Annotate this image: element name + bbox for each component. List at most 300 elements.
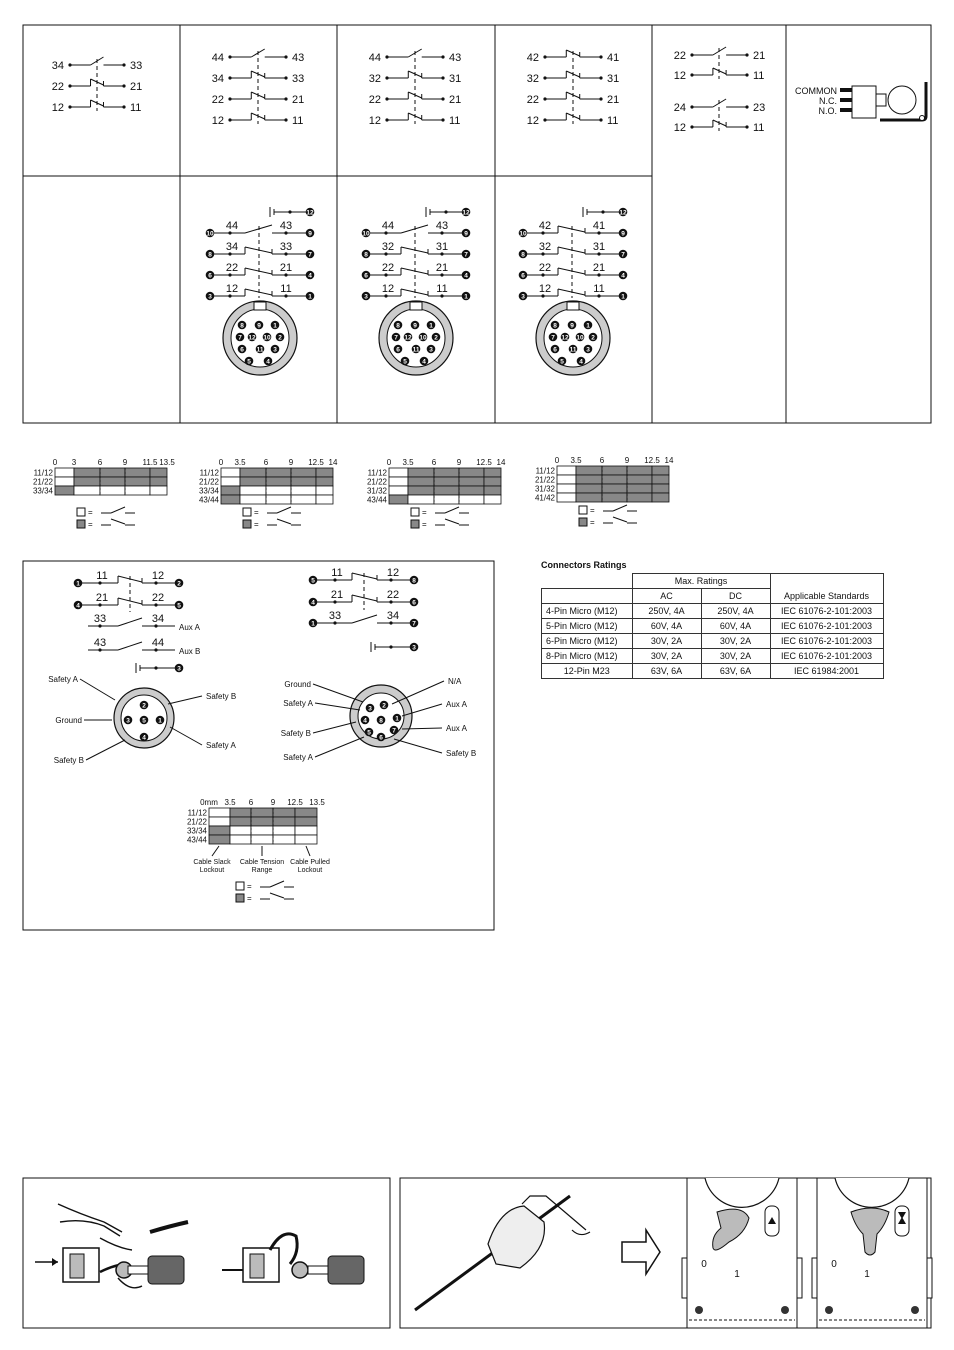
diagram1-row3-left-label: 12 — [211, 115, 224, 127]
wired2-ground-dot — [601, 210, 604, 213]
switch-housing-icon — [488, 1206, 545, 1268]
timing1-cell-r0c1 — [240, 468, 266, 477]
m12-5pin-label-ground: Ground — [55, 716, 82, 725]
roller-icon — [888, 86, 916, 114]
box-left-c3: 22 — [151, 592, 165, 604]
box-timing-cell-r2c4 — [295, 826, 317, 835]
timing0-legend-open-blade — [111, 507, 125, 513]
timing0-cell-r0c3 — [125, 468, 150, 477]
timing1-tick4: 12.5 — [308, 458, 324, 467]
ratings-cell: 6-Pin Micro (M12) — [542, 634, 633, 649]
timing1-cell-r1c4 — [316, 477, 333, 486]
ratings-rows — [542, 604, 884, 679]
wired1-pin-right1-num: 7 — [464, 251, 468, 259]
wired2-pin-left1-num: 8 — [521, 251, 525, 259]
timing0-cell-r1c0 — [55, 477, 74, 486]
wired0-c-pin3-num: 3 — [273, 346, 277, 354]
box-left-c2: 21 — [95, 592, 109, 604]
timing3-cell-r1c4 — [652, 475, 669, 484]
m12-5pin-pin0-num: 2 — [142, 702, 146, 710]
wired0-row2-left-label: 22 — [225, 262, 239, 274]
timing1-cell-r1c0 — [221, 477, 240, 486]
timing2-cell-r3c3 — [459, 495, 484, 504]
timing2-rowlabel0: 11/12 — [367, 468, 387, 478]
timing1-tick5: 14 — [328, 458, 338, 467]
wired0-c-pin4-num: 4 — [266, 358, 270, 366]
wired2-pin-left3-num: 3 — [521, 293, 525, 301]
timing3-cell-r3c3 — [627, 493, 652, 502]
reset-unit-0-screw-r — [781, 1306, 789, 1314]
timing3-tick3: 9 — [624, 456, 630, 465]
timing3-legend-closed-blade — [613, 517, 627, 522]
timing1-cell-r0c0 — [221, 468, 240, 477]
timing0-tick3: 9 — [122, 458, 128, 467]
timing1-cell-r3c1 — [240, 495, 266, 504]
timing2-legend-closed-blade — [445, 519, 459, 524]
m12-5pin-leader0 — [80, 679, 115, 700]
timing3-cell-r3c1 — [576, 493, 602, 502]
box-timing-tick5: 13.5 — [309, 798, 325, 807]
m12-8pin-leader7 — [394, 739, 442, 753]
m12-8pin-label-safety_a_2: Safety A — [283, 753, 313, 762]
timing2-rowlabel2: 31/32 — [366, 486, 387, 496]
timing2-tick2: 6 — [431, 458, 437, 467]
timing1-cell-r3c3 — [291, 495, 316, 504]
box-timing-cell-r0c4 — [295, 808, 317, 817]
wired2-row0-left-label: 42 — [538, 220, 552, 232]
reset-unit-0-tab-l — [682, 1258, 687, 1298]
wired1-pin-ground-num: 12 — [462, 209, 470, 217]
timing2-tick1: 3.5 — [402, 458, 414, 467]
box-left-aux0-blade — [118, 618, 142, 626]
timing0-legend-closed-eq: = — [88, 520, 93, 529]
m12-5pin-leader4 — [170, 727, 202, 745]
wired1-c-pin6-num: 6 — [396, 346, 400, 354]
timing2-legend-closed-swatch — [411, 520, 419, 528]
box-left-pin-r0-num: 2 — [177, 580, 181, 588]
timing3-cell-r2c4 — [652, 484, 669, 493]
timing3-cell-r2c1 — [576, 484, 602, 493]
wired2-pin-right3-num: 1 — [621, 293, 625, 301]
timing3-tick0: 0 — [554, 456, 560, 465]
timing1-cell-r1c1 — [240, 477, 266, 486]
arrow-icon — [100, 1238, 132, 1250]
reset-unit-1-screw-l — [825, 1306, 833, 1314]
timing2-rowlabel1: 21/22 — [366, 477, 387, 487]
timing3-legend-closed-swatch — [579, 518, 587, 526]
timing1-rowlabel2: 33/34 — [198, 486, 219, 496]
box-left-diagram — [48, 570, 236, 765]
timing2-cell-r2c2 — [434, 486, 459, 495]
m12-8pin-pin5-num: 5 — [367, 729, 371, 737]
timing3-legend-open-blade — [613, 505, 627, 511]
wired1-c-pin9-num: 9 — [413, 322, 417, 330]
wired2-c-pin1-num: 1 — [586, 322, 590, 330]
m12-8pin-pin2-num: 4 — [363, 717, 367, 725]
switch-plunger — [876, 94, 886, 106]
box-timing-caption1-a: Cable Tension — [239, 859, 285, 866]
wired0-c-pin2-num: 2 — [278, 334, 282, 342]
timing1-tick3: 9 — [288, 458, 294, 467]
wired0-pin-right3-num: 1 — [308, 293, 312, 301]
wired2-pin-ground-num: 12 — [619, 209, 627, 217]
wired1-row2-left-label: 22 — [381, 262, 395, 274]
timing1-rowlabel3: 43/44 — [198, 495, 219, 505]
box-timing-cell-r2c0 — [209, 826, 230, 835]
m12-5pin-pin3-num: 1 — [158, 717, 162, 725]
wired2-row1-left-label: 32 — [538, 241, 552, 253]
timing0-legend-closed-swatch — [77, 520, 85, 528]
box-right-c1: 12 — [386, 567, 400, 579]
push-arrow-icon — [52, 1258, 58, 1266]
m12-5pin-leader2 — [86, 740, 125, 760]
connector-ratings — [541, 560, 884, 679]
wired2-c-pin12-num: 12 — [561, 334, 569, 342]
diagram0-row0-right-label: 33 — [130, 60, 143, 72]
wired1-row1-right-label: 31 — [435, 241, 449, 253]
timing3-cell-r0c2 — [602, 466, 627, 475]
box-left-c1: 12 — [151, 570, 165, 582]
timing1-tick0: 0 — [218, 458, 224, 467]
reset-unit-1-tab-l — [812, 1258, 817, 1298]
wired1-pin-left2-num: 6 — [364, 272, 368, 280]
timing0-legend-open-swatch — [77, 508, 85, 516]
timing1-cell-r1c3 — [291, 477, 316, 486]
wired0-c-pin5-num: 5 — [247, 358, 251, 366]
box-timing-legend-closed-eq: = — [247, 894, 252, 903]
box-right-pin-l1-num: 4 — [311, 599, 315, 607]
top-grid — [23, 25, 931, 423]
timing3-cell-r2c3 — [627, 484, 652, 493]
m12-8pin-pin6-num: 7 — [392, 727, 396, 735]
wired0-connector-key — [254, 302, 266, 310]
common-label: COMMON — [795, 86, 837, 96]
timing0-rowlabel0: 11/12 — [33, 468, 53, 478]
pliers-icon — [58, 1204, 122, 1236]
wired1-c-pin2-num: 2 — [434, 334, 438, 342]
ratings-row — [542, 634, 884, 649]
timing1-cell-r2c0 — [221, 486, 240, 495]
timing3-rowlabel1: 21/22 — [534, 475, 555, 485]
box-timing-caption0-b: Lockout — [199, 867, 225, 874]
dc-header: DC — [701, 589, 770, 604]
timing2-tick4: 12.5 — [476, 458, 492, 467]
m12-5pin-pin1-num: 3 — [126, 717, 130, 725]
timing2-cell-r3c1 — [408, 495, 434, 504]
wired0-c-pin12-num: 12 — [248, 334, 256, 342]
wired2-pin-left2-num: 6 — [521, 272, 525, 280]
box-timing-caption0-a: Cable Slack — [193, 859, 231, 866]
spring-left — [148, 1256, 184, 1284]
wired1-row2-right-label: 21 — [435, 262, 449, 274]
m12-8pin-label-safety_a_1: Safety A — [283, 699, 313, 708]
timing1-cell-r0c2 — [266, 468, 291, 477]
ratings-cell: 12-Pin M23 — [542, 664, 633, 679]
box-right-pin-l0-num: 5 — [311, 577, 315, 585]
wired0-row3-right-label: 11 — [280, 283, 292, 295]
diagram1-row0-right-label: 43 — [292, 52, 305, 64]
timing1-legend-closed-blade — [277, 519, 291, 524]
ratings-cell: IEC 61984:2001 — [770, 664, 883, 679]
timing3-cell-r3c4 — [652, 493, 669, 502]
timing2-tick5: 14 — [496, 458, 506, 467]
wired2-c-pin4-num: 4 — [579, 358, 583, 366]
pivot-icon — [920, 116, 925, 121]
timing1-legend-closed-eq: = — [254, 520, 259, 529]
diagram2-row0-left-label: 44 — [368, 52, 381, 64]
wired2-c-pin6-num: 6 — [553, 346, 557, 354]
timing3-legend-closed-eq: = — [590, 518, 595, 527]
wired2-c-pin7-num: 7 — [551, 334, 555, 342]
diagram2-row1-right-label: 31 — [449, 73, 462, 85]
box-timing-caption1-b: Range — [251, 867, 273, 874]
ratings-cell: 30V, 2A — [701, 649, 770, 664]
box-timing-caption-arrow0 — [212, 846, 219, 856]
wired2-c-pin5-num: 5 — [560, 358, 564, 366]
timing1-cell-r3c0 — [221, 495, 240, 504]
m12-5pin-pin4-num: 4 — [142, 734, 146, 742]
timing3-cell-r3c2 — [602, 493, 627, 502]
diagram5-bottom-row0-right-label: 23 — [753, 102, 766, 114]
diagram5-top-row0-left-label: 22 — [673, 50, 686, 62]
nc-label: N.C. — [819, 96, 837, 106]
ratings-cell: 250V, 4A — [701, 604, 770, 619]
timing1-cell-r2c1 — [240, 486, 266, 495]
box-timing-legend-open-eq: = — [247, 882, 252, 891]
diagram3-row0-left-label: 42 — [526, 52, 539, 64]
wired2-c-pin10-num: 10 — [576, 334, 584, 342]
box-timing-cell-r0c0 — [209, 808, 230, 817]
ratings-cell: IEC 61076-2-101:2003 — [770, 604, 883, 619]
box-right-c4: 33 — [328, 610, 342, 622]
timing2-cell-r3c0 — [389, 495, 408, 504]
diagram3-row1-left-label: 32 — [526, 73, 539, 85]
rotate-arrow-reset — [572, 1230, 590, 1235]
box-right-c3: 22 — [386, 589, 400, 601]
timing2-cell-r3c4 — [484, 495, 501, 504]
tensioner-block-left-face — [70, 1254, 84, 1278]
m12-8pin-pin1-num: 2 — [382, 702, 386, 710]
timing1-cell-r2c4 — [316, 486, 333, 495]
timing2-rowlabel3: 43/44 — [366, 495, 387, 505]
diagram5-top-row1-left-label: 12 — [673, 70, 686, 82]
wired2-row3-right-label: 11 — [593, 283, 605, 295]
bottom-illustrations — [35, 1178, 932, 1328]
timing0-legend-closed-blade — [111, 519, 125, 524]
box-right-c0: 11 — [331, 567, 343, 579]
timing1-tick1: 3.5 — [234, 458, 246, 467]
timing3-cell-r1c2 — [602, 475, 627, 484]
ratings-cell: 5-Pin Micro (M12) — [542, 619, 633, 634]
timing3-legend-open-swatch — [579, 506, 587, 514]
diagram1-row1-left-label: 34 — [211, 73, 224, 85]
diagram0-row2-left-label: 12 — [51, 102, 64, 114]
wired0-row3-left-label: 12 — [225, 283, 239, 295]
m12-8pin-pin3-num: 8 — [379, 717, 383, 725]
box-left-pin-l0-num: 1 — [76, 580, 80, 588]
m12-8pin-label-aux_a_2: Aux A — [446, 724, 467, 733]
box-left-pin-r1-num: 5 — [177, 602, 181, 610]
timing2-cell-r1c4 — [484, 477, 501, 486]
m12-8pin-leader2 — [313, 722, 356, 733]
wired2-connector-key — [567, 302, 579, 310]
box-left-c7: 44 — [151, 637, 165, 649]
m12-5pin-label-safety_b_bl: Safety B — [53, 756, 84, 765]
timing2-cell-r0c1 — [408, 468, 434, 477]
timing0-rowlabel1: 21/22 — [32, 477, 53, 487]
box-timing-cell-r2c2 — [251, 826, 273, 835]
box-timing-cell-r0c1 — [230, 808, 251, 817]
box-timing-legend-closed-blade — [270, 893, 284, 898]
box-right-pin-l2-num: 1 — [311, 620, 315, 628]
box-left-aux_b-label: Aux B — [179, 647, 201, 656]
box-timing-cell-r2c1 — [230, 826, 251, 835]
micro-switch-diagram — [795, 82, 926, 121]
timing2-cell-r2c0 — [389, 486, 408, 495]
timing2-cell-r1c2 — [434, 477, 459, 486]
eyelet-right — [292, 1262, 308, 1278]
rotate-arrow-left — [118, 1278, 142, 1288]
wired1-c-pin10-num: 10 — [419, 334, 427, 342]
wired1-c-pin12-num: 12 — [404, 334, 412, 342]
diagram3-row2-right-label: 21 — [607, 94, 620, 106]
box-timing-caption2-a: Cable Pulled — [290, 859, 330, 866]
reset-unit-0-pos0: 0 — [701, 1259, 707, 1270]
wired2-pin-right0-num: 9 — [621, 230, 625, 238]
wired0-c-pin6-num: 6 — [240, 346, 244, 354]
wired2-pin-right2-num: 4 — [621, 272, 625, 280]
box-right-row2-blade — [352, 615, 377, 623]
wired0-ground-dot — [288, 210, 291, 213]
wired0-c-pin8-num: 8 — [240, 322, 244, 330]
wired1-row0-right-label: 43 — [435, 220, 449, 232]
timing2-legend-open-blade — [445, 507, 459, 513]
box-right-pin-ground-num: 3 — [412, 644, 416, 652]
timing3-cell-r2c2 — [602, 484, 627, 493]
wired2-row3-left-label: 12 — [538, 283, 552, 295]
ratings-cell: 63V, 6A — [701, 664, 770, 679]
box-timing-cell-r3c0 — [209, 835, 230, 844]
timing3-cell-r0c4 — [652, 466, 669, 475]
wired0-row2-right-label: 21 — [279, 262, 293, 274]
box-timing-legend-closed-swatch — [236, 894, 244, 902]
timing2-cell-r3c2 — [434, 495, 459, 504]
timing3-rowlabel2: 31/32 — [534, 484, 555, 494]
wired1-c-pin3-num: 3 — [429, 346, 433, 354]
ratings-cell: 250V, 4A — [632, 604, 701, 619]
box-timing-cell-r3c3 — [273, 835, 295, 844]
timing2-cell-r0c4 — [484, 468, 501, 477]
diagram3-row1-right-label: 31 — [607, 73, 620, 85]
timing3-legend-open-eq: = — [590, 506, 595, 515]
timing2-legend-open-eq: = — [422, 508, 427, 517]
wired1-c-pin5-num: 5 — [403, 358, 407, 366]
reset-unit-1-screw-r — [911, 1306, 919, 1314]
timing0-cell-r1c4 — [150, 477, 167, 486]
ratings-cell: 30V, 2A — [632, 649, 701, 664]
timing2-cell-r1c1 — [408, 477, 434, 486]
wired1-row0-left-label: 44 — [381, 220, 395, 232]
diagram1-row2-right-label: 21 — [292, 94, 305, 106]
timing1-tick2: 6 — [263, 458, 269, 467]
timing-charts — [33, 456, 674, 529]
box-right-pin-r1-num: 6 — [412, 599, 416, 607]
standards-header: Applicable Standards — [770, 589, 883, 604]
ratings-cell: 60V, 4A — [701, 619, 770, 634]
timing3-tick5: 14 — [664, 456, 674, 465]
diagram2-row2-left-label: 22 — [368, 94, 381, 106]
box-timing-cell-r1c2 — [251, 817, 273, 826]
wired0-row1-left-label: 34 — [225, 241, 239, 253]
m12-8pin-leader3 — [315, 737, 364, 757]
timing2-cell-r2c1 — [408, 486, 434, 495]
diagram5-top-row0-right-label: 21 — [753, 50, 766, 62]
wired1-c-pin8-num: 8 — [396, 322, 400, 330]
wired0-row0-left-label: 44 — [225, 220, 239, 232]
box-timing-cell-r3c2 — [251, 835, 273, 844]
wired0-c-pin7-num: 7 — [238, 334, 242, 342]
wired0-c-pin11-num: 11 — [256, 346, 264, 354]
m12-8pin-label-na: N/A — [448, 677, 462, 686]
timing0-cell-r2c2 — [100, 486, 125, 495]
wired-connector-diagrams — [206, 207, 628, 375]
box-timing-cell-r0c3 — [273, 808, 295, 817]
wired0-c-pin9-num: 9 — [257, 322, 261, 330]
diagram0-row1-right-label: 21 — [130, 81, 143, 93]
ratings-cell: IEC 61076-2-101:2003 — [770, 634, 883, 649]
timing2-cell-r0c2 — [434, 468, 459, 477]
timing0-tick0: 0 — [52, 458, 58, 467]
timing2-tick0: 0 — [386, 458, 392, 467]
box-timing-cell-r3c1 — [230, 835, 251, 844]
timing3-cell-r0c3 — [627, 466, 652, 475]
diagram5-bottom-row1-left-label: 12 — [673, 122, 686, 134]
box-timing-cell-r2c3 — [273, 826, 295, 835]
box-timing-cell-r1c0 — [209, 817, 230, 826]
timing1-rowlabel0: 11/12 — [199, 468, 219, 478]
timing3-rowlabel0: 11/12 — [535, 466, 555, 476]
timing0-tick2: 6 — [97, 458, 103, 467]
box-timing-chart — [187, 798, 330, 903]
timing0-tick4: 11.5 — [142, 458, 158, 467]
ratings-cell: IEC 61076-2-101:2003 — [770, 649, 883, 664]
box-left-c4: 33 — [93, 613, 107, 625]
box-left-pin-l1-num: 4 — [76, 602, 80, 610]
ratings-row — [542, 664, 884, 679]
timing0-cell-r0c4 — [150, 468, 167, 477]
box-timing-tick1: 3.5 — [224, 798, 236, 807]
reset-unit-0-tab-r — [797, 1258, 802, 1298]
diagram1-row0-left-label: 44 — [211, 52, 224, 64]
m12-8pin-label-safety_b_1: Safety B — [280, 729, 311, 738]
ratings-title: Connectors Ratings — [541, 560, 627, 570]
timing1-cell-r2c3 — [291, 486, 316, 495]
wired1-row1-left-label: 32 — [381, 241, 395, 253]
box-right-pin-r2-num: 7 — [412, 620, 416, 628]
diagram2-row2-right-label: 21 — [449, 94, 462, 106]
m12-8pin-pin7-num: 6 — [379, 734, 383, 742]
timing0-cell-r2c0 — [55, 486, 74, 495]
wired1-c-pin11-num: 11 — [412, 346, 420, 354]
timing1-cell-r2c2 — [266, 486, 291, 495]
wired0-pin-left0-num: 10 — [206, 230, 214, 238]
box-left-ground-dot — [154, 666, 157, 669]
reset-unit-1-tab-r — [927, 1258, 932, 1298]
timing3-tick2: 6 — [599, 456, 605, 465]
wired2-row2-left-label: 22 — [538, 262, 552, 274]
wired1-pin-right2-num: 4 — [464, 272, 468, 280]
ratings-header-top — [542, 574, 884, 589]
